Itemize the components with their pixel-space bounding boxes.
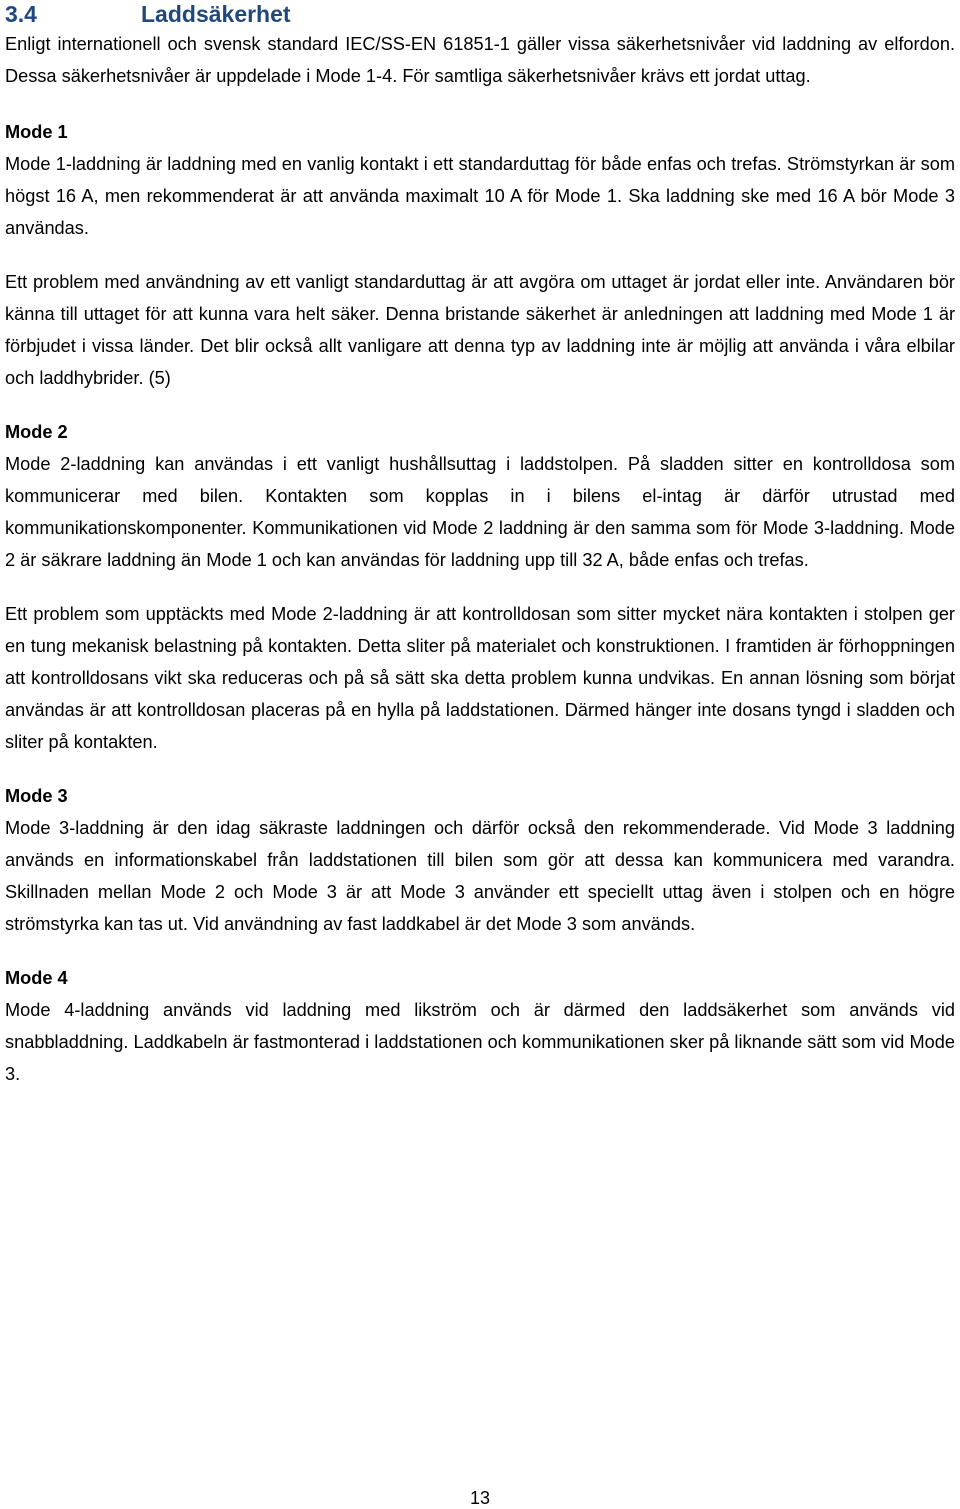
mode2-heading: Mode 2 xyxy=(5,422,68,442)
section-heading xyxy=(5,0,955,28)
mode2-paragraph-2: Ett problem som upptäckts med Mode 2-laddning är att kontrolldosan som sitter mycket nära kontakten i stolpen ger en tung mekanisk belastning på kontakten. Detta sliter på materialet och konstruktionen. I framtiden är förhoppningen att kontrolldosans vikt ska reduceras och på så sätt ska detta problem kunna undvikas. En annan lösning som börjat användas är att kontrolldosan placeras på en hylla på laddstationen. Därmed hänger inte dosans tyngd i sladden och sliter på kontakten. xyxy=(5,604,955,752)
section-number: 3.4 xyxy=(5,1,37,27)
mode3-paragraph-1: Mode 3-laddning är den idag säkraste laddningen och därför också den rekommenderade. Vid Mode 3 laddning används en informationskabel från laddstationen till bilen som gör att dessa kan kommunicera med varandra. Skillnaden mellan Mode 2 och Mode 3 är att Mode 3 använder ett speciellt uttag även i stolpen och en högre strömstyrka kan tas ut. Vid användning av fast laddkabel är det Mode 3 som används. xyxy=(5,818,955,934)
page-number: 13 xyxy=(469,1488,491,1508)
intro-paragraph: Enligt internationell och svensk standard IEC/SS-EN 61851-1 gäller vissa säkerhetsnivåer vid laddning av elfordon. Dessa säkerhetsnivåer är uppdelade i Mode 1-4. För samtliga säkerhetsnivåer krävs ett jordat uttag. xyxy=(5,34,955,86)
mode4-paragraph-1: Mode 4-laddning används vid laddning med likström och är därmed den laddsäkerhet som används vid snabbladdning. Laddkabeln är fastmonterad i laddstationen och kommunikationen sker på liknande sätt som vid Mode 3. xyxy=(5,1000,955,1084)
mode2-paragraph-1: Mode 2-laddning kan användas i ett vanligt hushållsuttag i laddstolpen. På sladden sitter en kontrolldosa som kommunicerar med bilen. Kontakten som kopplas in i bilens el-intag är därför utrustad med kommunikationskomponenter. Kommunikationen vid Mode 2 laddning är den samma som för Mode 3-laddning. Mode 2 är säkrare laddning än Mode 1 och kan användas för laddning upp till 32 A, både enfas och trefas. xyxy=(5,454,955,570)
mode1-paragraph-1: Mode 1-laddning är laddning med en vanlig kontakt i ett standarduttag för både enfas och trefas. Strömstyrkan är som högst 16 A, men rekommenderat är att använda maximalt 10 A för Mode 1. Ska laddning ske med 16 A bör Mode 3 användas. xyxy=(5,154,955,238)
mode1-paragraph-2: Ett problem med användning av ett vanligt standarduttag är att avgöra om uttaget är jordat eller inte. Användaren bör känna till uttaget för att kunna vara helt säker. Denna bristande säkerhet är anledningen att laddning med Mode 1 är förbjudet i vissa länder. Det blir också allt vanligare att denna typ av laddning inte är möjlig att använda i våra elbilar och laddhybrider. (5) xyxy=(5,272,955,388)
mode1-heading: Mode 1 xyxy=(5,122,68,142)
mode4-heading: Mode 4 xyxy=(5,968,68,988)
document-page xyxy=(5,0,955,1090)
mode3-heading: Mode 3 xyxy=(5,786,68,806)
section-title: Laddsäkerhet xyxy=(141,1,291,27)
